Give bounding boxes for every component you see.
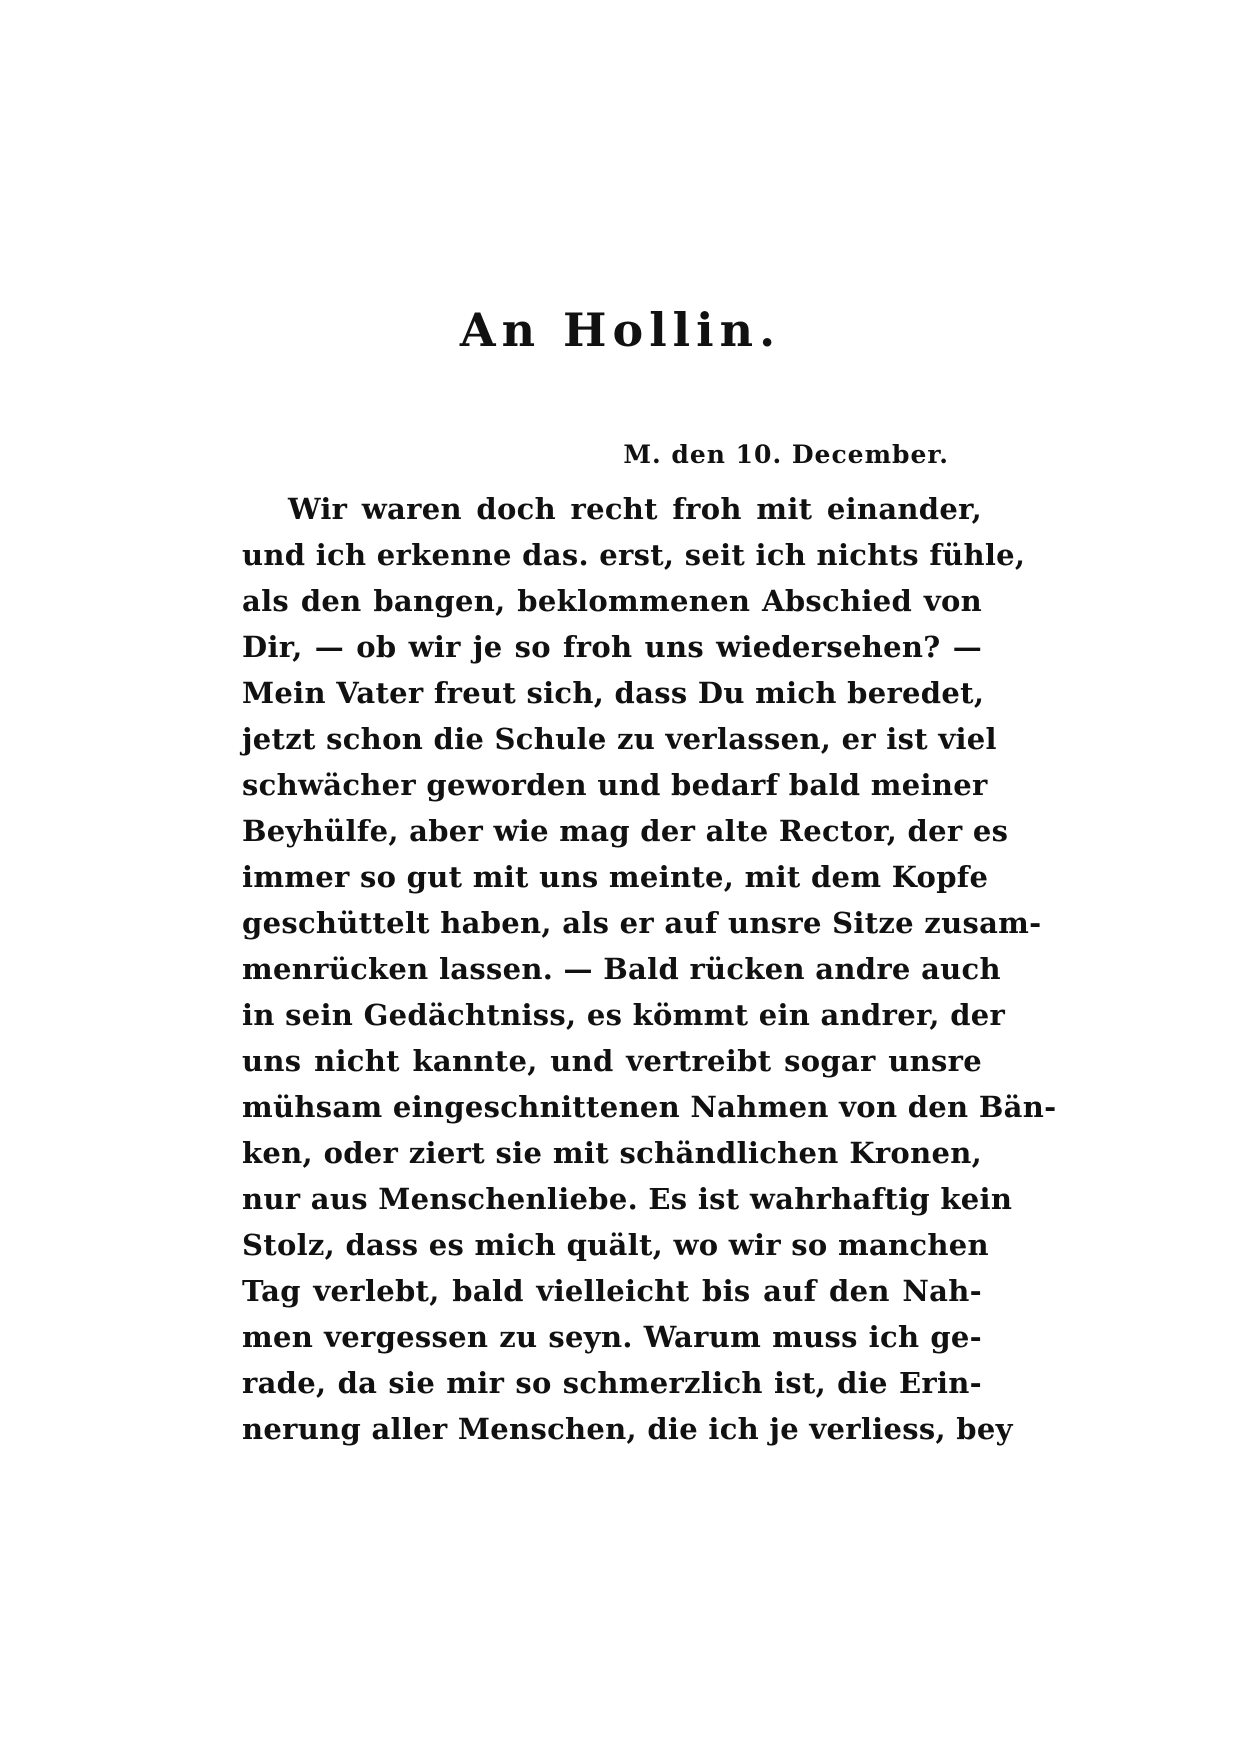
text-line: nerung aller Menschen, die ich je verliess, bey xyxy=(242,1412,1013,1446)
text-line: Wir waren doch recht froh mit einander, xyxy=(288,492,982,526)
text-line: als den bangen, beklommenen Abschied von xyxy=(242,584,982,618)
text-line: Stolz, dass es mich quält, wo wir so manchen xyxy=(242,1228,989,1262)
text-line: mühsam eingeschnittenen Nahmen von den Bän- xyxy=(242,1090,1057,1124)
page-title: An Hollin. xyxy=(459,303,782,357)
text-line: Beyhülfe, aber wie mag der alte Rector, der es xyxy=(242,814,1009,848)
text-line: Mein Vater freut sich, dass Du mich beredet, xyxy=(242,676,985,710)
text-line: Tag verlebt, bald vielleicht bis auf den Nah- xyxy=(242,1274,982,1308)
text-line: schwächer geworden und bedarf bald meiner xyxy=(242,768,988,802)
text-line: immer so gut mit uns meinte, mit dem Kopfe xyxy=(242,860,989,894)
text-line: menrücken lassen. — Bald rücken andre auch xyxy=(242,952,1001,986)
dateline: M. den 10. December. xyxy=(623,440,949,469)
text-line: Dir, — ob wir je so froh uns wiedersehen? — xyxy=(242,630,982,664)
text-line: und ich erkenne das. erst, seit ich nichts fühle, xyxy=(242,538,1026,572)
text-line: jetzt schon die Schule zu verlassen, er ist viel xyxy=(242,722,997,756)
text-line: uns nicht kannte, und vertreibt sogar unsre xyxy=(242,1044,982,1078)
text-line: ken, oder ziert sie mit schändlichen Kronen, xyxy=(242,1136,982,1170)
body-text xyxy=(242,486,1057,1452)
text-line: men vergessen zu seyn. Warum muss ich ge- xyxy=(242,1320,982,1354)
text-line: in sein Gedächtniss, es kömmt ein andrer, der xyxy=(242,998,1006,1032)
text-line: geschüttelt haben, als er auf unsre Sitze zusam- xyxy=(242,906,1042,940)
text-line: rade, da sie mir so schmerzlich ist, die Erin- xyxy=(242,1366,982,1400)
text-line: nur aus Menschenliebe. Es ist wahrhaftig kein xyxy=(242,1182,1013,1216)
